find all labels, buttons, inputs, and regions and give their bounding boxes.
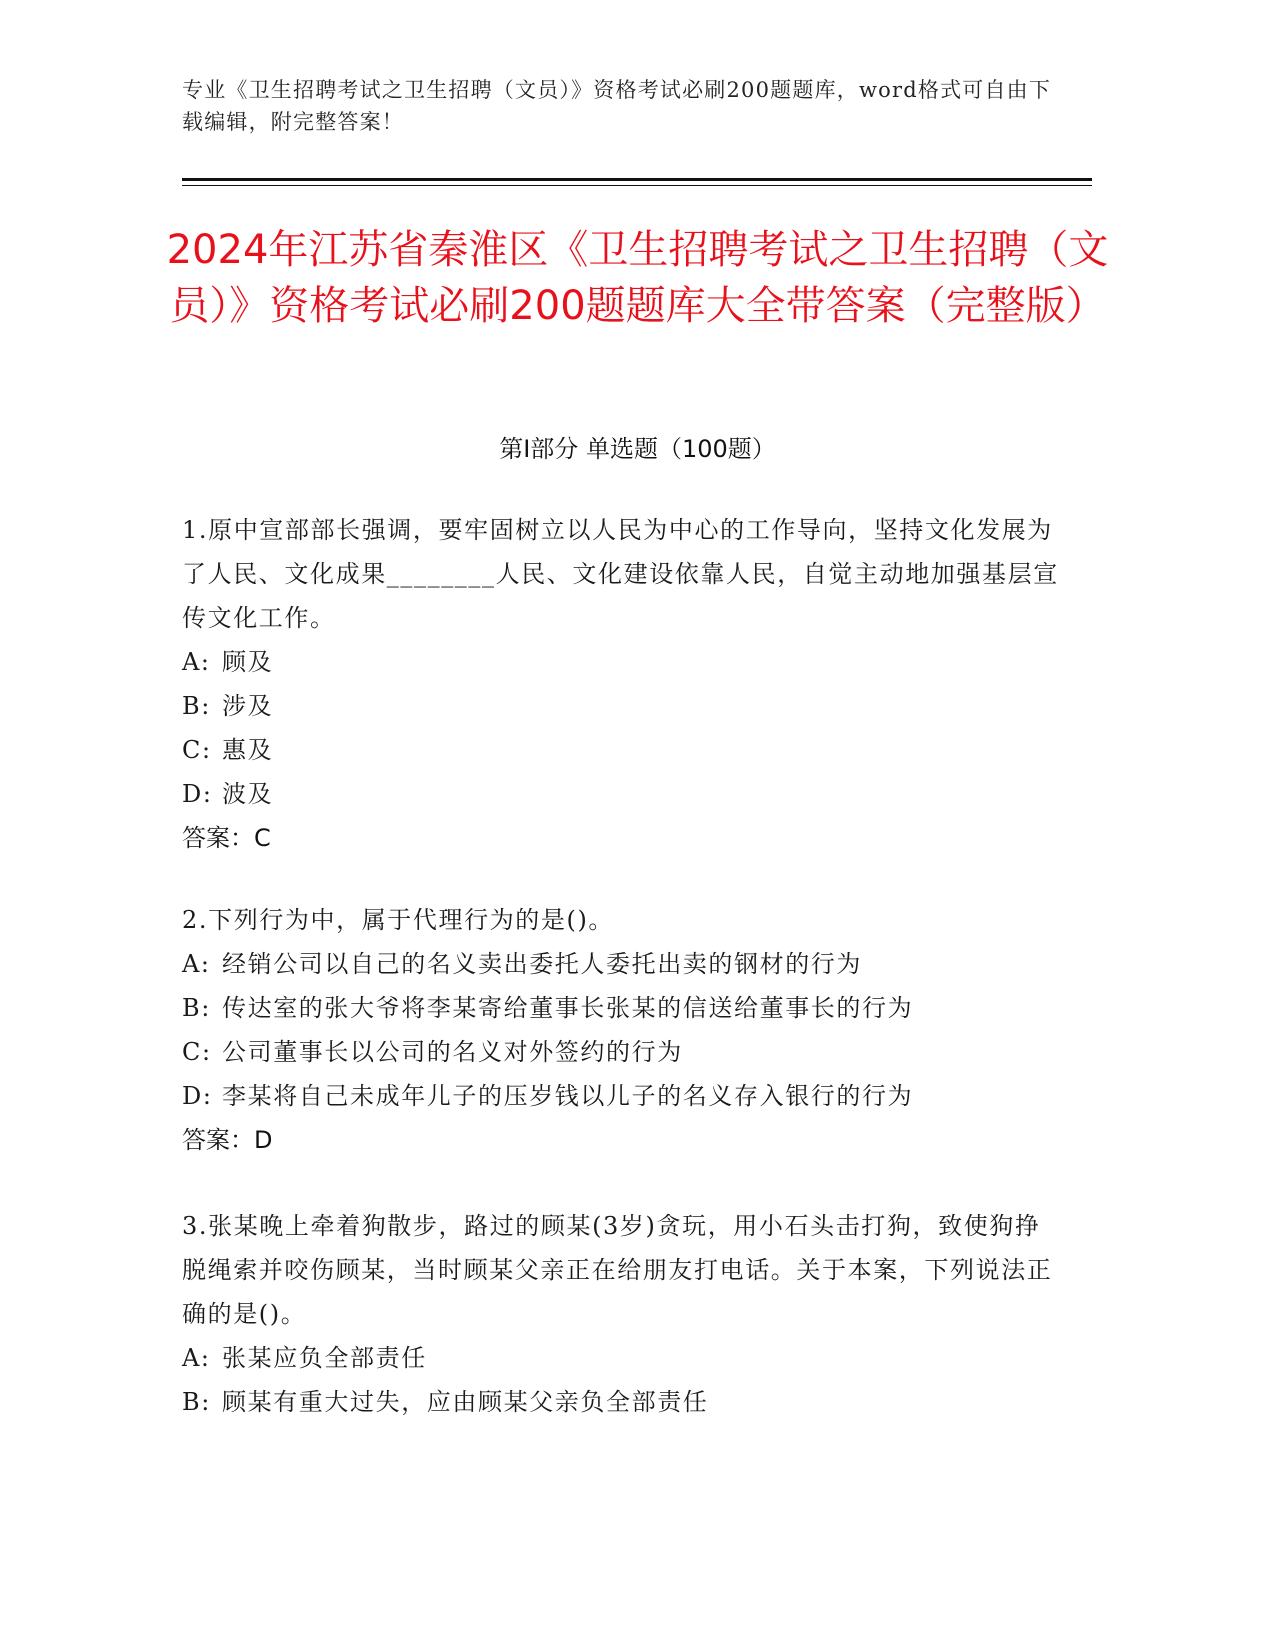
option-text: 惠及 bbox=[222, 736, 274, 764]
question-text: 3.张某晚上牵着狗散步，路过的顾某(3岁)贪玩，用小石头击打狗，致使狗挣脱绳索并咬伤顾某，当时顾某父亲正在给朋友打电话。关于本案，下列说法正确的是()。 bbox=[182, 1212, 1053, 1328]
option-a bbox=[182, 1336, 1062, 1380]
option-key: C: bbox=[182, 736, 212, 764]
question-1 bbox=[182, 508, 1062, 860]
option-a bbox=[182, 640, 1062, 684]
option-text: 涉及 bbox=[222, 692, 274, 720]
question-text: 2.下列行为中，属于代理行为的是()。 bbox=[182, 906, 615, 934]
question-text: 1.原中宣部部长强调，要牢固树立以人民为中心的工作导向，坚持文化发展为了人民、文化成果________人民、文化建设依靠人民，自觉主动地加强基层宣传文化工作。 bbox=[182, 516, 1059, 632]
option-text: 传达室的张大爷将李某寄给董事长张某的信送给董事长的行为 bbox=[222, 994, 914, 1022]
option-text: 李某将自己未成年儿子的压岁钱以儿子的名义存入银行的行为 bbox=[222, 1082, 914, 1110]
option-text: 张某应负全部责任 bbox=[222, 1344, 427, 1372]
answer: 答案：D bbox=[182, 1126, 273, 1154]
option-c bbox=[182, 1030, 1062, 1074]
option-key: A: bbox=[182, 950, 211, 978]
option-d bbox=[182, 1074, 1062, 1118]
section-title: 第Ⅰ部分 单选题（100题） bbox=[499, 435, 776, 463]
option-text: 经销公司以自己的名义卖出委托人委托出卖的钢材的行为 bbox=[222, 950, 862, 978]
option-key: B: bbox=[182, 1388, 211, 1416]
question-3 bbox=[182, 1204, 1062, 1424]
answer: 答案：C bbox=[182, 824, 271, 852]
option-key: B: bbox=[182, 994, 211, 1022]
option-key: D: bbox=[182, 1082, 213, 1110]
option-text: 公司董事长以公司的名义对外签约的行为 bbox=[222, 1038, 683, 1066]
option-key: C: bbox=[182, 1038, 212, 1066]
option-d bbox=[182, 772, 1062, 816]
option-key: A: bbox=[182, 648, 211, 676]
header-rule-thick bbox=[182, 178, 1092, 181]
option-c bbox=[182, 728, 1062, 772]
option-key: B: bbox=[182, 692, 211, 720]
option-b bbox=[182, 684, 1062, 728]
header-rule-thin bbox=[182, 185, 1092, 186]
question-2 bbox=[182, 898, 1062, 1162]
option-text: 顾某有重大过失，应由顾某父亲负全部责任 bbox=[222, 1388, 709, 1416]
option-b bbox=[182, 986, 1062, 1030]
option-key: A: bbox=[182, 1344, 211, 1372]
option-key: D: bbox=[182, 780, 213, 808]
option-text: 波及 bbox=[222, 780, 274, 808]
option-a bbox=[182, 942, 1062, 986]
option-text: 顾及 bbox=[222, 648, 274, 676]
document-title: 2024年江苏省秦淮区《卫生招聘考试之卫生招聘（文员）》资格考试必刷200题题库大全带答案（完整版） bbox=[166, 227, 1109, 329]
header-note: 专业《卫生招聘考试之卫生招聘（文员）》资格考试必刷200题题库，word格式可自由下载编辑，附完整答案！ bbox=[182, 78, 1052, 134]
option-b bbox=[182, 1380, 1062, 1424]
